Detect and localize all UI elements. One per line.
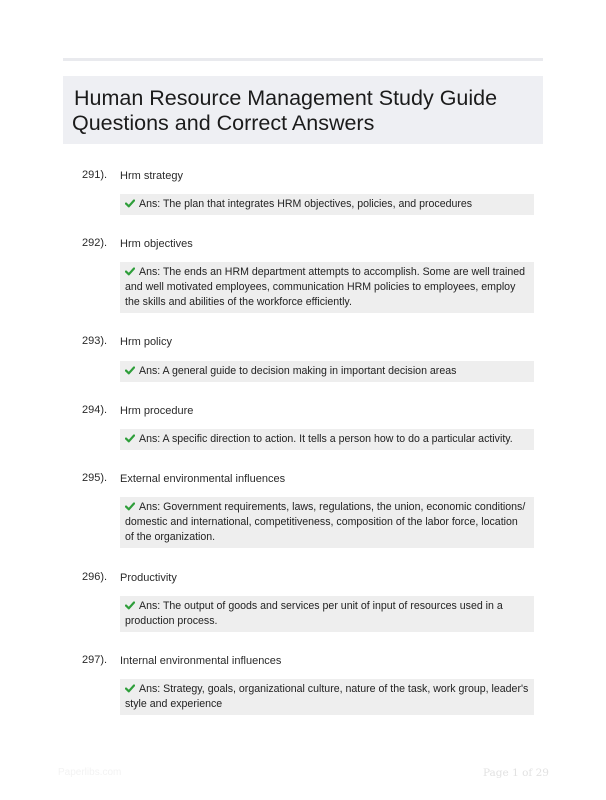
check-icon xyxy=(125,366,135,375)
footer-site-watermark: Paperlibs.com xyxy=(58,767,122,778)
answer-box xyxy=(120,596,534,632)
answer-text: Ans: The ends an HRM department attempts to accomplish. Some are well trained and well motivated employees, communication HRM policies to employees, employ the skills and abilities of the workforce efficiently. xyxy=(125,266,526,308)
check-icon xyxy=(125,502,135,511)
answer-text: Ans: A specific direction to action. It tells a person how to do a particular activity. xyxy=(139,433,513,445)
check-icon xyxy=(125,434,135,443)
check-icon xyxy=(125,199,135,208)
top-divider xyxy=(63,58,543,61)
page-title-line-1: Human Resource Management Study Guide xyxy=(74,86,498,110)
question-text: Internal environmental influences xyxy=(120,655,282,667)
question-number: 293). xyxy=(82,335,108,347)
page-title-line-2: Questions and Correct Answers xyxy=(72,111,375,135)
question-text: External environmental influences xyxy=(120,473,286,485)
answer-text: Ans: Strategy, goals, organizational culture, nature of the task, work group, leader's style and experience xyxy=(125,683,529,710)
question-number: 294). xyxy=(82,404,108,416)
answer-text: Ans: A general guide to decision making in important decision areas xyxy=(139,365,457,377)
question-number: 295). xyxy=(82,472,108,484)
question-text: Hrm policy xyxy=(120,336,172,348)
question-text: Hrm procedure xyxy=(120,405,194,417)
title-box xyxy=(63,76,543,144)
answer-text: Ans: The plan that integrates HRM objectives, policies, and procedures xyxy=(139,198,473,210)
question-number: 296). xyxy=(82,571,108,583)
question-number: 297). xyxy=(82,654,108,666)
answer-box xyxy=(120,679,534,715)
answer-text: Ans: Government requirements, laws, regulations, the union, economic conditions/ domestic and international, competitiveness, composition of the labor force, location of the organization. xyxy=(125,501,526,543)
answer-box xyxy=(120,194,534,215)
check-icon xyxy=(125,601,135,610)
answer-box xyxy=(120,262,534,313)
question-number: 292). xyxy=(82,237,108,249)
check-icon xyxy=(125,267,135,276)
answer-box xyxy=(120,361,534,382)
question-number: 291). xyxy=(82,169,108,181)
answer-box xyxy=(120,429,534,450)
question-text: Productivity xyxy=(120,572,177,584)
answer-text: Ans: The output of goods and services per unit of input of resources used in a production process. xyxy=(125,600,503,627)
question-text: Hrm strategy xyxy=(120,170,183,182)
check-icon xyxy=(125,684,135,693)
footer-page-number: Page 1 of 29 xyxy=(482,767,549,779)
answer-box xyxy=(120,497,534,548)
question-text: Hrm objectives xyxy=(120,238,193,250)
